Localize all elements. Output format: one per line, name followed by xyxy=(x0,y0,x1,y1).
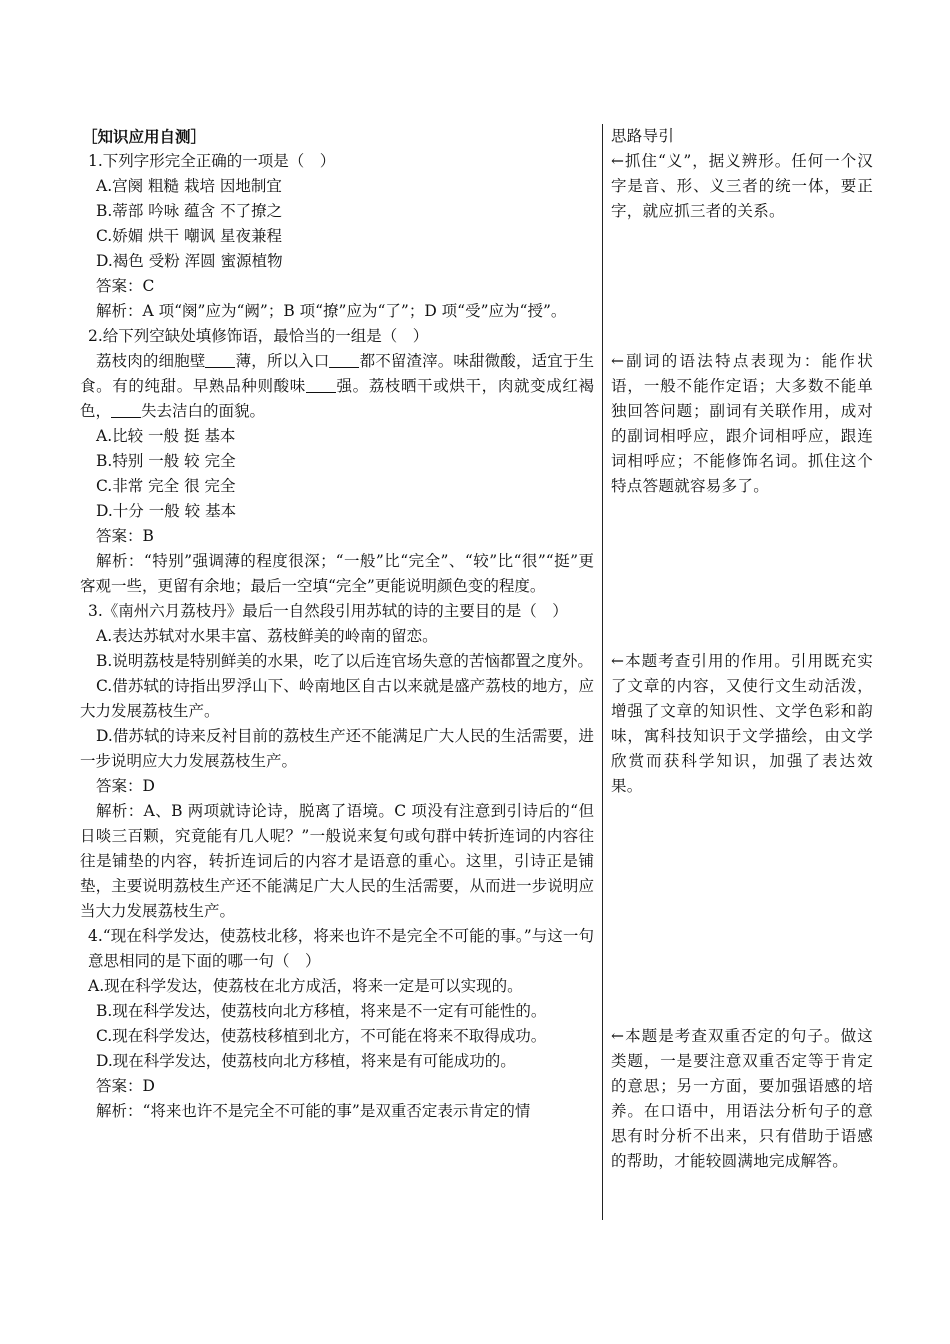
guide-note-4: ←本题是考查双重否定的句子。做这类题，一是要注意双重否定等于肯定的意思；另一方面，要加强语感的培养。在口语中，用语法分析句子的意思有时分析不出来，只有借助于语感的帮助，才能较圆满地完成解答。 xyxy=(611,1027,873,1170)
question-stem: 2.给下列空缺处填修饰语，最恰当的一组是（ ） xyxy=(88,327,429,345)
question-3 xyxy=(80,599,594,924)
question-2 xyxy=(80,324,594,599)
fill-blank xyxy=(306,376,336,393)
option: A.现在科学发达，使荔枝在北方成活，将来一定是可以实现的。 xyxy=(88,977,523,995)
question-stem: 4.“现在科学发达，使荔枝北移，将来也许不是完全不可能的事。”与这一句意思相同的是下面的哪一句（ ） xyxy=(88,927,594,970)
option: A.比较 一般 挺 基本 xyxy=(96,427,236,445)
analysis: 解析：A 项“阕”应为“阙”；B 项“撩”应为“了”；D 项“受”应为“授”。 xyxy=(96,302,567,320)
analysis: 解析：“特别”强调薄的程度很深；“一般”比“完全”、“较”比“很”“挺”更客观一些，更留有余地；最后一空填“完全”更能说明颜色变的程度。 xyxy=(80,552,594,595)
option: D.现在科学发达，使荔枝向北方移植，将来是有可能成功的。 xyxy=(96,1052,516,1070)
option: C.娇媚 烘干 嘲讽 星夜兼程 xyxy=(96,227,283,245)
guide-note-2: ←副词的语法特点表现为：能作状语，一般不能作定语；大多数不能单独回答问题；副词有关联作用，成对的副词相呼应，跟介词相呼应，跟连词相呼应；不能修饰名词。抓住这个特点答题就容易多了。 xyxy=(611,352,873,495)
option: D.借苏轼的诗来反衬目前的荔枝生产还不能满足广大人民的生活需要，进一步说明应大力发展荔枝生产。 xyxy=(80,727,594,770)
guide-title: 思路导引 xyxy=(611,127,675,145)
question-stem: 3.《南州六月荔枝丹》最后一自然段引用苏轼的诗的主要目的是（ ） xyxy=(88,602,568,620)
answer: 答案：B xyxy=(96,527,154,545)
option: B.现在科学发达，使荔枝向北方移植，将来是不一定有可能性的。 xyxy=(96,1002,547,1020)
option: D.十分 一般 较 基本 xyxy=(96,502,237,520)
question-passage: 荔枝肉的细胞壁 薄，所以入口 都不留渣滓。味甜微酸，适宜于生食。有的纯甜。早熟品种则酸味 强。荔枝晒干或烘干，肉就变成红褐色， 失去洁白的面貌。 xyxy=(80,352,594,420)
fill-blank xyxy=(329,351,359,368)
question-4 xyxy=(80,924,594,1124)
option: B.特别 一般 较 完全 xyxy=(96,452,236,470)
analysis: 解析：A、B 两项就诗论诗，脱离了语境。C 项没有注意到引诗后的“但日啖三百颗，究竟能有几人呢？”一般说来复句或句群中转折连词的内容往往是铺垫的内容，转折连词后的内容才是语意的重心。这里，引诗正是铺垫，主要说明荔枝生产还不能满足广大人民的生活需要，从而进一步说明应当大力发展荔枝生产。 xyxy=(80,802,594,920)
option: A.宫阕 粗糙 栽培 因地制宜 xyxy=(96,177,282,195)
option: C.现在科学发达，使荔枝移植到北方，不可能在将来不取得成功。 xyxy=(96,1027,547,1045)
option: C.借苏轼的诗指出罗浮山下、岭南地区自古以来就是盛产荔枝的地方，应大力发展荔枝生产。 xyxy=(80,677,594,720)
option: B.说明荔枝是特别鲜美的水果，吃了以后连官场失意的苦恼都置之度外。 xyxy=(96,652,593,670)
guide-note-1: ←抓住“义”，据义辨形。任何一个汉字是音、形、义三者的统一体，要正字，就应抓三者的关系。 xyxy=(611,152,873,220)
option: D.褐色 受粉 浑圆 蜜源植物 xyxy=(96,252,283,270)
guide-note-3: ←本题考查引用的作用。引用既充实了文章的内容，又使行文生动活泼，增强了文章的知识性、文学色彩和韵味，寓科技知识于文学描绘，由文学欣赏而获科学知识，加强了表达效果。 xyxy=(611,652,873,795)
answer: 答案：C xyxy=(96,277,155,295)
question-1 xyxy=(80,149,594,324)
answer: 答案：D xyxy=(96,777,155,795)
question-stem: 1.下列字形完全正确的一项是（ ） xyxy=(88,152,336,170)
option: B.蒂部 吟咏 蕴含 不了撩之 xyxy=(96,202,283,220)
option: A.表达苏轼对水果丰富、荔枝鲜美的岭南的留恋。 xyxy=(96,627,438,645)
fill-blank xyxy=(111,401,141,418)
answer: 答案：D xyxy=(96,1077,155,1095)
option: C.非常 完全 很 完全 xyxy=(96,477,236,495)
analysis: 解析：“将来也许不是完全不可能的事”是双重否定表示肯定的情 xyxy=(96,1102,531,1120)
section-heading: ［知识应用自测］ xyxy=(82,127,207,146)
column-divider xyxy=(602,124,603,1220)
exercise-column xyxy=(80,124,594,1124)
fill-blank xyxy=(205,351,235,368)
